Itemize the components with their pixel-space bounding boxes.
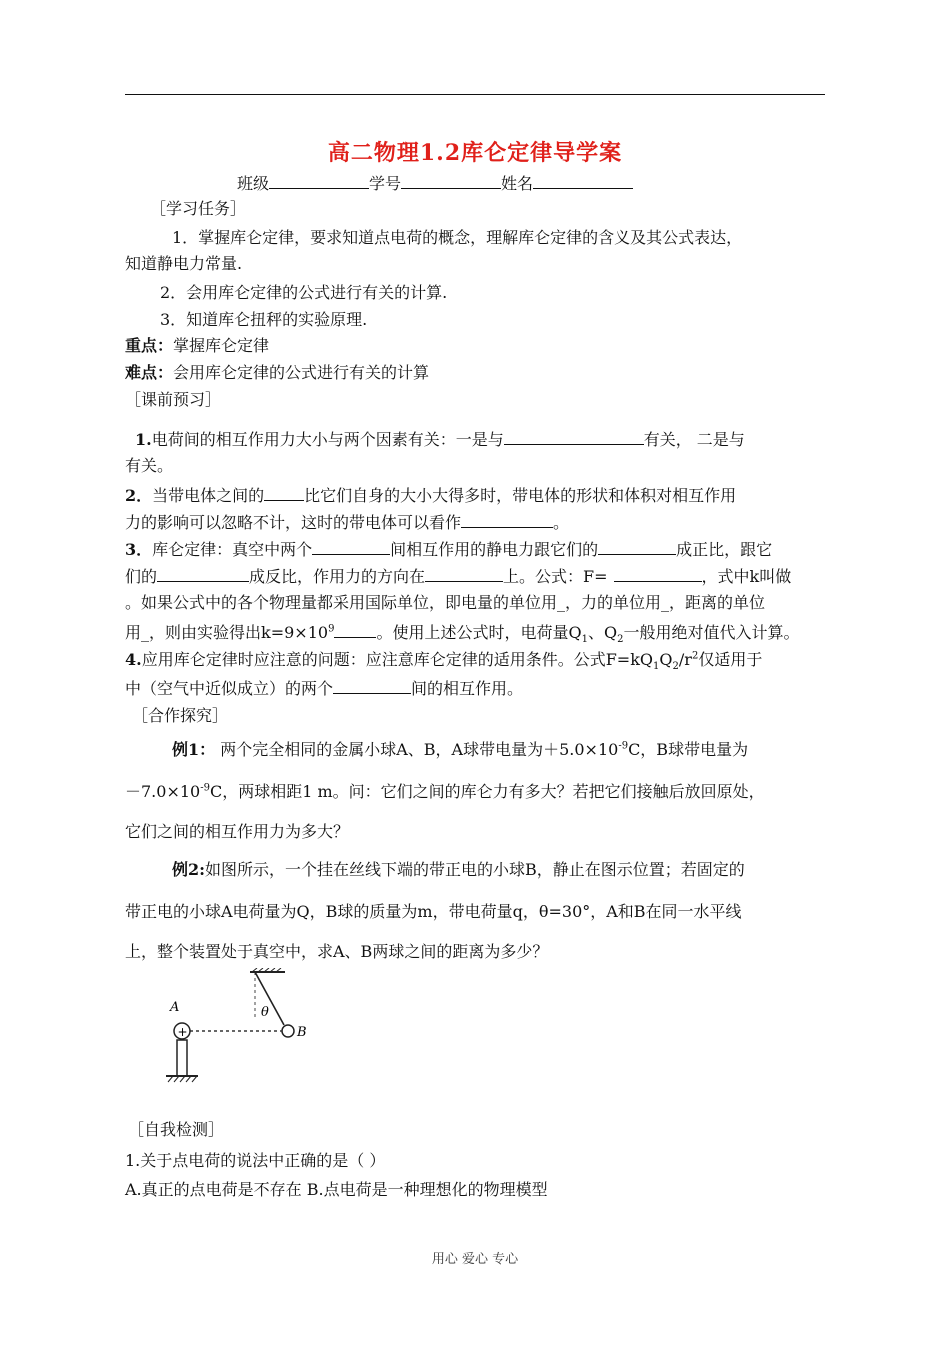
example-2-label: 例2: (172, 860, 206, 879)
q4-text-b: Q (659, 650, 673, 669)
q3-sub-1: 1 (581, 634, 588, 646)
preview-q4-cont (125, 677, 523, 699)
id-label: 学号 (369, 174, 402, 193)
class-blank[interactable] (269, 172, 369, 189)
q2-number: 2． (125, 486, 153, 505)
key-text: 掌握库仑定律 (173, 336, 270, 355)
q3-blank-3[interactable] (157, 565, 249, 582)
q3-blank-4[interactable] (425, 565, 503, 582)
name-label: 姓名 (501, 174, 534, 193)
q3-exponent: 9 (328, 623, 335, 635)
q2-text-b: 比它们自身的大小大得多时，带电体的形状和体积对相互作用 (304, 486, 737, 505)
q3-text-l: 一般用绝对值代入计算。 (623, 623, 800, 642)
q1-text-a: 电荷间的相互作用力大小与两个因素有关：一是与 (151, 430, 504, 449)
q3-text-e: 成反比，作用力的方向在 (249, 567, 426, 586)
preview-q4 (125, 650, 763, 673)
page-footer: 用心 爱心 专心 (431, 1252, 519, 1267)
q2-blank-1[interactable] (264, 484, 304, 501)
ex1-exponent-a: -9 (618, 740, 629, 752)
preview-q2-cont (125, 511, 569, 533)
q3-blank-2[interactable] (598, 538, 676, 555)
ex1-text-a: 两个完全相同的金属小球A、B，A球带电量为＋5.0×10 (215, 740, 619, 759)
preview-q3-line4 (125, 621, 800, 646)
q2-text-a: 当带电体之间的 (152, 486, 265, 505)
q4-text-a: 应用库仑定律时应注意的问题：应注意库仑定律的适用条件。公式F=kQ (141, 650, 654, 669)
example-2-line2: 带正电的小球A电荷量为Q，B球的质量为m，带电荷量q，θ=30°，A和B在同一水平线 (125, 902, 742, 921)
task-1a: 1．掌握库仑定律，要求知道点电荷的概念，理解库仑定律的含义及其公式表达， (172, 228, 743, 247)
section-heading-preview: ［课前预习］ (125, 390, 222, 409)
task-1b: 知道静电力常量. (125, 254, 243, 273)
q3-text-c: 成正比，跟它 (676, 540, 773, 559)
page-title: 高二物理1.2库仑定律导学案 (327, 140, 623, 166)
ball-b (282, 1025, 294, 1037)
example-1-line3: 它们之间的相互作用力为多大？ (125, 822, 350, 841)
key-label: 重点： (125, 336, 174, 355)
q3-blank-5[interactable] (614, 565, 702, 582)
ex1-text-d: C，两球相距1 m。问：它们之间的库仑力有多大？若把它们接触后放回原处， (209, 782, 765, 801)
preview-q3 (125, 538, 772, 560)
example-2-line3: 上，整个装置处于真空中，求A、B两球之间的距离为多少？ (125, 942, 549, 961)
q4-text-d: 仅适用于 (698, 650, 763, 669)
ball-a-plus: + (177, 1025, 188, 1039)
id-blank[interactable] (401, 172, 501, 189)
q1-blank-1[interactable] (504, 428, 644, 445)
q1-text-b: 有关， 二是与 (643, 430, 745, 449)
q4-sub-1: 1 (653, 661, 660, 673)
q2-text-c: 力的影响可以忽略不计，这时的带电体可以看作 (125, 513, 462, 532)
section-heading-tasks: ［学习任务］ (150, 199, 247, 218)
q3-sub-2: 2 (617, 634, 624, 646)
preview-q3-line3: 。如果公式中的各个物理量都采用国际单位，即电量的单位用_，力的单位用_，距离的单位 (125, 593, 766, 612)
name-blank[interactable] (533, 172, 633, 189)
q2-blank-2[interactable] (461, 511, 553, 528)
q4-number: 4. (125, 650, 142, 669)
q1-number: 1. (135, 430, 152, 449)
difficulty-point (125, 363, 429, 383)
preview-q1 (135, 428, 745, 450)
ex1-text-b: C，B球带电量为 (628, 740, 749, 759)
q4-text-f: 间的相互作用。 (411, 679, 524, 698)
q3-text-i: 用_，则由实验得出k=9×10 (125, 623, 329, 642)
q3-text-d: 们的 (125, 567, 158, 586)
example-1-line1 (172, 740, 748, 760)
q3-blank-6[interactable] (334, 621, 376, 638)
q4-blank-1[interactable] (333, 677, 411, 694)
insulating-stand (177, 1040, 187, 1076)
ex2-text-a: 如图所示，一个挂在丝线下端的带正电的小球B，静止在图示位置；若固定的 (205, 860, 745, 879)
q3-blank-1[interactable] (312, 538, 390, 555)
preview-q3-line2 (125, 565, 791, 587)
q3-text-b: 间相互作用的静电力跟它们的 (390, 540, 599, 559)
q3-text-f: 上。公式：F= (503, 567, 608, 586)
q3-text-k: 、Q (587, 623, 618, 642)
q3-number: 3． (125, 540, 153, 559)
example-1-line2 (125, 782, 765, 802)
section-heading-coop: ［合作探究］ (132, 706, 229, 725)
ball-a-label: A (170, 1000, 180, 1015)
q3-text-j: 。使用上述公式时，电荷量Q (376, 623, 582, 642)
diff-label: 难点： (125, 363, 174, 382)
q4-text-e: 中（空气中近似成立）的两个 (125, 679, 334, 698)
example-1-label: 例1： (172, 740, 216, 759)
selftest-q1: 1.关于点电荷的说法中正确的是（ ） (125, 1151, 386, 1170)
diff-text: 会用库仑定律的公式进行有关的计算 (173, 363, 430, 382)
q3-text-g: ，式中k叫做 (701, 567, 792, 586)
section-heading-selftest: ［自我检测］ (128, 1120, 225, 1139)
ball-b-label: B (297, 1025, 307, 1040)
student-info-row (237, 172, 633, 194)
q4-text-c: /r (678, 650, 692, 669)
task-3: 3．知道库仑扭秤的实验原理. (160, 310, 368, 329)
q4-exponent: 2 (691, 650, 699, 662)
preview-q1-cont: 有关。 (125, 456, 174, 475)
class-label: 班级 (237, 174, 270, 193)
selftest-q1-options: A.真正的点电荷是不存在 B.点电荷是一种理想化的物理模型 (125, 1180, 548, 1199)
key-point (125, 336, 269, 356)
preview-q2 (125, 484, 736, 506)
example-2-line1 (172, 860, 745, 880)
q2-text-d: 。 (553, 513, 570, 532)
silk-thread (255, 972, 284, 1025)
ex1-exponent-c: -9 (200, 782, 210, 794)
ex1-text-c: －7.0×10 (125, 782, 201, 801)
theta-label: θ (261, 1005, 269, 1020)
q4-sub-2: 2 (672, 661, 679, 673)
q3-text-a: 库仑定律：真空中两个 (152, 540, 313, 559)
charged-spheres-figure (160, 968, 320, 1096)
task-2: 2．会用库仑定律的公式进行有关的计算. (160, 283, 448, 302)
header-rule (125, 94, 825, 95)
